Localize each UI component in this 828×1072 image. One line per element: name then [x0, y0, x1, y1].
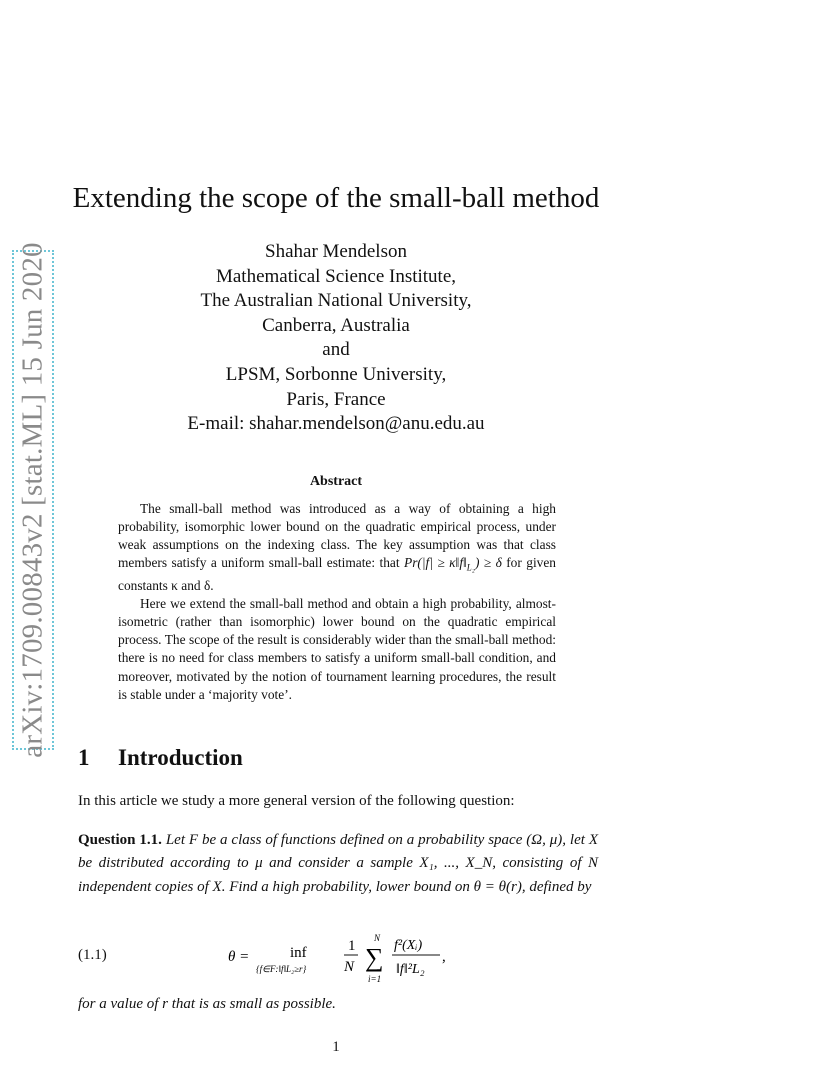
- math-part: Pr(|f| ≥ κ‖f‖: [404, 555, 467, 571]
- affiliation-line: LPSM, Sorbonne University,: [225, 363, 447, 385]
- section-number: 1: [78, 745, 90, 770]
- equation-frac-denominator: N: [344, 959, 355, 975]
- intro-paragraph: In this article we study a more general version of the following question:: [78, 793, 515, 809]
- abstract-text: The small-ball method was introduced as a way of obtaining a high probability, isomorphic lower bound on the quadratic empirical process, under weak assumptions on the indexing class. The key assumption was that class members satisfy a uniform small-ball estimate: that: [118, 501, 556, 571]
- math-part: ) ≥ δ: [474, 555, 502, 571]
- abstract-heading: Abstract: [309, 474, 363, 489]
- equation-sum-upper: N: [374, 933, 381, 943]
- equation-rhs-denominator: ‖f‖²L₂: [396, 962, 425, 977]
- abstract-paragraph: [118, 500, 556, 595]
- affiliation-line: Canberra, Australia: [262, 314, 410, 336]
- equation-sum-lower: i=1: [368, 974, 382, 984]
- abstract-body: [118, 500, 556, 704]
- question-end: for a value of r that is as small as possible.: [78, 996, 336, 1012]
- equation-trailing-comma: ,: [442, 949, 446, 965]
- author-block: [0, 240, 672, 437]
- equation-number: (1.1): [78, 947, 107, 963]
- equation-1-1: [228, 930, 468, 986]
- equation-svg: [228, 930, 468, 986]
- section-heading: [78, 745, 243, 771]
- section-title: Introduction: [118, 745, 243, 770]
- equation-rhs-numerator: f²(Xᵢ): [394, 938, 423, 953]
- affiliation-line: Mathematical Science Institute,: [215, 265, 457, 287]
- question-text: Let F be a class of functions defined on a probability space (Ω, μ), let X be distributed according to μ and consider a sample X₁, ..., X_N, consisting of N independent copies of X. Find a high probability, lower bound on θ = θ(r), defined by: [78, 832, 598, 895]
- equation-frac-numerator: 1: [348, 938, 356, 954]
- abstract-paragraph: Here we extend the small-ball method and obtain a high probability, almost-isometric (rather than isomorphic) lower bound on the quadratic empirical process. The scope of the result is considerably wider than the small-ball method: there is no need for class members to satisfy a uniform small-ball condition, and moreover, motivated by the notion of tournament learning procedures, the result is stable under a ‘majority vote’.: [118, 596, 556, 702]
- author-email: E-mail: shahar.mendelson@anu.edu.au: [187, 413, 485, 435]
- page-number: 1: [332, 1039, 340, 1055]
- math-subscript: L₂: [466, 562, 475, 573]
- author-name: Shahar Mendelson: [265, 241, 407, 262]
- paper-title: Extending the scope of the small-ball method: [72, 182, 600, 214]
- abstract-math: [404, 555, 502, 573]
- abstract-text: for given constants κ and δ.: [118, 555, 557, 594]
- equation-inf-subscript: {f∈F:‖f‖L₂≥r}: [256, 964, 307, 974]
- equation-sum-sign: ∑: [365, 943, 384, 972]
- question-block: [78, 829, 598, 899]
- arxiv-identifier: arXiv:1709.00843v2 [stat.ML] 15 Jun 2020: [16, 242, 49, 758]
- equation-inf: inf: [290, 945, 307, 961]
- question-label: Question 1.1.: [78, 832, 162, 848]
- equation-lhs: θ =: [228, 949, 250, 965]
- affiliation-line: Paris, France: [286, 388, 386, 410]
- affiliation-line: The Australian National University,: [200, 290, 472, 312]
- affiliation-line: and: [322, 339, 350, 361]
